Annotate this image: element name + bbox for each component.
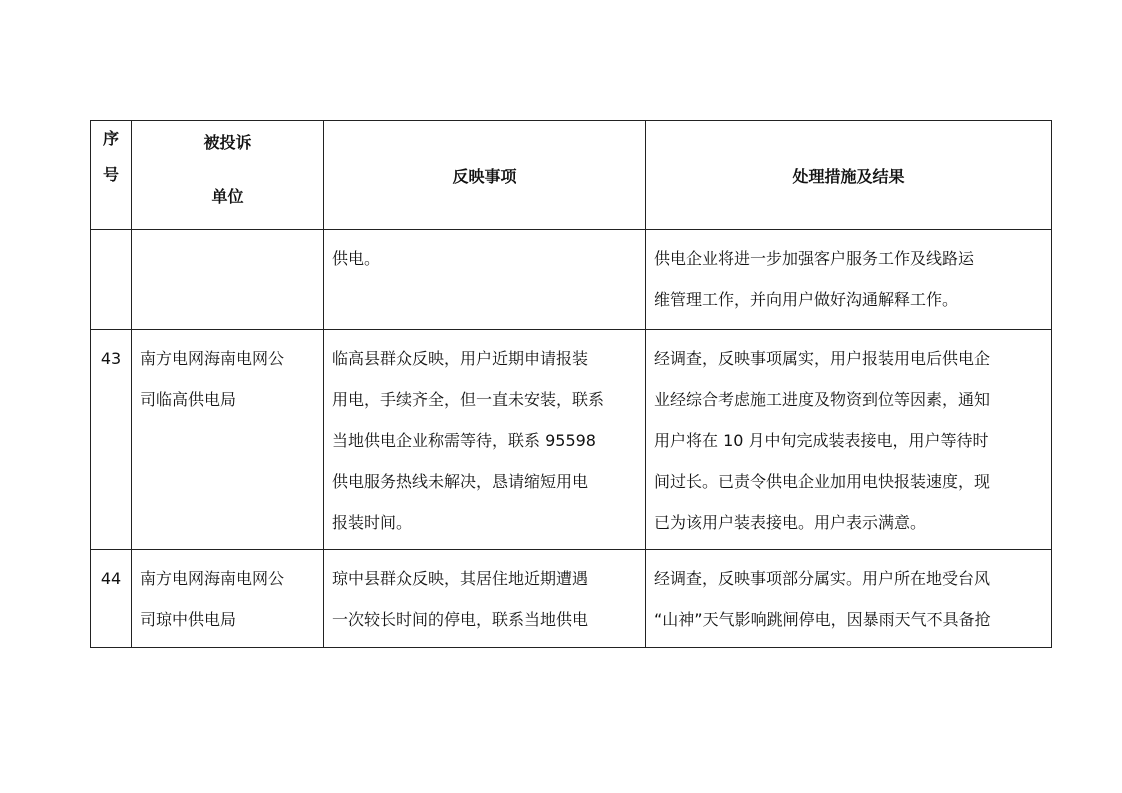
header-seq-line: 序 [102, 129, 119, 148]
issue-cell [324, 550, 646, 648]
issue-cell [324, 330, 646, 550]
issue-line: 当地供电企业称需等待，联系 95598 [332, 431, 596, 450]
result-cell [646, 330, 1052, 550]
seq-cell [91, 550, 132, 648]
seq-number: 44 [100, 569, 122, 588]
seq-cell [91, 330, 132, 550]
unit-cell [132, 550, 324, 648]
unit-cell [132, 230, 324, 330]
unit-line: 南方电网海南电网公 [140, 349, 285, 368]
result-line: 业经综合考虑施工进度及物资到位等因素，通知 [654, 390, 991, 409]
header-row [91, 121, 1052, 230]
table-row [91, 330, 1052, 550]
unit-line: 司琼中供电局 [140, 610, 237, 629]
seq-cell [91, 230, 132, 330]
header-seq-line: 号 [102, 165, 119, 184]
result-line: 供电企业将进一步加强客户服务工作及线路运 [654, 249, 975, 268]
result-line: 间过长。已责令供电企业加用电快报装速度，现 [654, 472, 991, 491]
result-line: 经调查，反映事项部分属实。用户所在地受台风 [654, 569, 991, 588]
unit-cell [132, 330, 324, 550]
result-cell [646, 230, 1052, 330]
header-issue: 反映事项 [324, 121, 646, 230]
issue-line: 供电服务热线未解决，恳请缩短用电 [332, 472, 589, 491]
complaints-table [90, 120, 1052, 648]
issue-line: 用电，手续齐全，但一直未安装，联系 [332, 390, 605, 409]
result-line: 维管理工作，并向用户做好沟通解释工作。 [654, 290, 959, 309]
result-cell [646, 550, 1052, 648]
seq-number: 43 [100, 349, 122, 368]
header-unit-line: 被投诉 [203, 133, 252, 152]
unit-line: 司临高供电局 [140, 390, 237, 409]
issue-cell [324, 230, 646, 330]
table-row [91, 230, 1052, 330]
table-row [91, 550, 1052, 648]
issue-line: 报装时间。 [332, 513, 413, 532]
result-line: 用户将在 10 月中旬完成装表接电，用户等待时 [654, 431, 989, 450]
result-line: 经调查，反映事项属实，用户报装用电后供电企 [654, 349, 991, 368]
result-line: 已为该用户装表接电。用户表示满意。 [654, 513, 927, 532]
issue-line: 临高县群众反映，用户近期申请报装 [332, 349, 589, 368]
header-unit-line: 单位 [211, 187, 244, 206]
header-unit [132, 121, 324, 230]
result-line: “山神”天气影响跳闸停电，因暴雨天气不具备抢 [654, 610, 991, 629]
header-seq [91, 121, 132, 230]
issue-line: 一次较长时间的停电，联系当地供电 [332, 610, 589, 629]
issue-line: 供电。 [332, 249, 381, 268]
issue-line: 琼中县群众反映，其居住地近期遭遇 [332, 569, 589, 588]
header-result: 处理措施及结果 [646, 121, 1052, 230]
unit-line: 南方电网海南电网公 [140, 569, 285, 588]
